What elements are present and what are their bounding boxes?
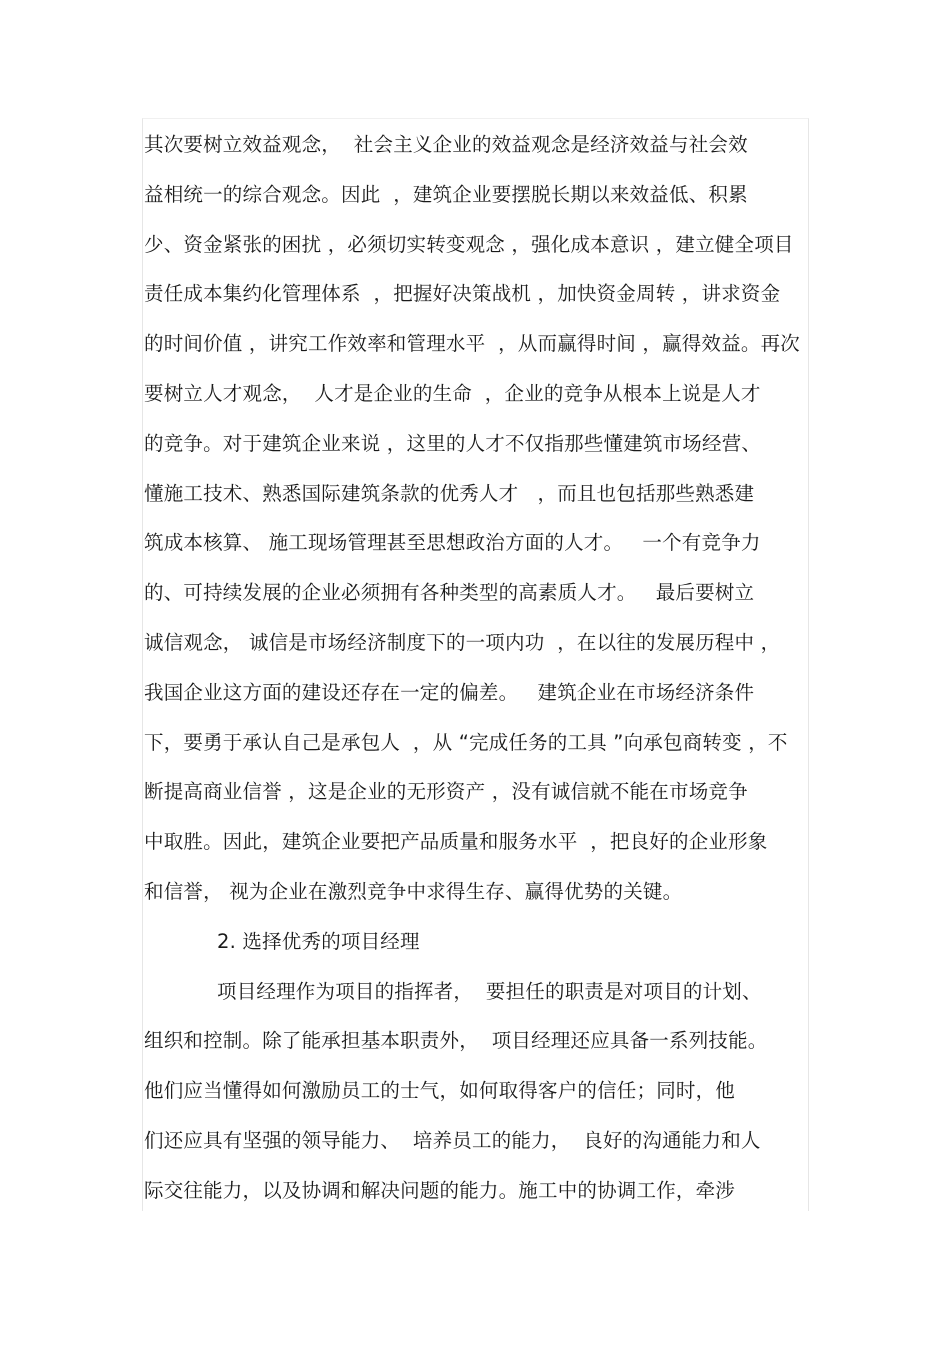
body-line: 际交往能力，以及协调和解决问题的能力。施工中的协调工作，牵涉	[144, 1178, 736, 1202]
body-line: 和信誉， 视为企业在激烈竞争中求得生存、赢得优势的关键。	[144, 879, 683, 903]
body-line: 下，要勇于承认自己是承包人 ，从 “完成任务的工具 ”向承包商转变 ，不	[144, 730, 788, 754]
body-line: 组织和控制。除了能承担基本职责外， 项目经理还应具备一系列技能。	[144, 1029, 768, 1053]
body-line: 懂施工技术、熟悉国际建筑条款的优秀人才 ，而且也包括那些熟悉建	[144, 481, 755, 505]
body-line: 的时间价值 ，讲究工作效率和管理水平 ，从而赢得时间 ，赢得效益。再次	[144, 332, 800, 356]
document-body	[144, 120, 814, 1216]
body-line: 项目经理作为项目的指挥者， 要担任的职责是对项目的计划、	[217, 979, 762, 1003]
body-line: 的、可持续发展的企业必须拥有各种类型的高素质人才。 最后要树立	[144, 581, 755, 605]
body-line: 断提高商业信誉 ，这是企业的无形资产 ，没有诚信就不能在市场竞争	[144, 780, 748, 804]
body-line: 其次要树立效益观念， 社会主义企业的效益观念是经济效益与社会效	[144, 133, 748, 156]
body-line: 的竞争。对于建筑企业来说 ，这里的人才不仅指那些懂建筑市场经营、	[144, 431, 762, 455]
body-line: 我国企业这方面的建设还存在一定的偏差。 建筑企业在市场经济条件	[144, 680, 755, 704]
body-line: 少、资金紧张的困扰 ，必须切实转变观念 ，强化成本意识 ，建立健全项目	[144, 232, 794, 256]
body-line: 筑成本核算、 施工现场管理甚至思想政治方面的人才。 一个有竞争力	[144, 531, 761, 555]
body-line: 中取胜。因此，建筑企业要把产品质量和服务水平 ，把良好的企业形象	[144, 830, 768, 854]
body-line: 诚信观念， 诚信是市场经济制度下的一项内功 ，在以往的发展历程中 ，	[144, 630, 781, 654]
body-line: 益相统一的综合观念。因此 ，建筑企业要摆脱长期以来效益低、积累	[144, 182, 748, 206]
body-line: 要树立人才观念， 人才是企业的生命 ，企业的竞争从根本上说是人才	[144, 381, 761, 405]
body-line: 们还应具有坚强的领导能力、 培养员工的能力， 良好的沟通能力和人	[144, 1128, 761, 1152]
body-line: 责任成本集约化管理体系 ，把握好决策战机 ，加快资金周转 ，讲求资金	[144, 282, 781, 306]
section-heading: 2. 选择优秀的项目经理	[217, 929, 420, 953]
body-line: 他们应当懂得如何激励员工的士气，如何取得客户的信任；同时，他	[144, 1079, 736, 1103]
